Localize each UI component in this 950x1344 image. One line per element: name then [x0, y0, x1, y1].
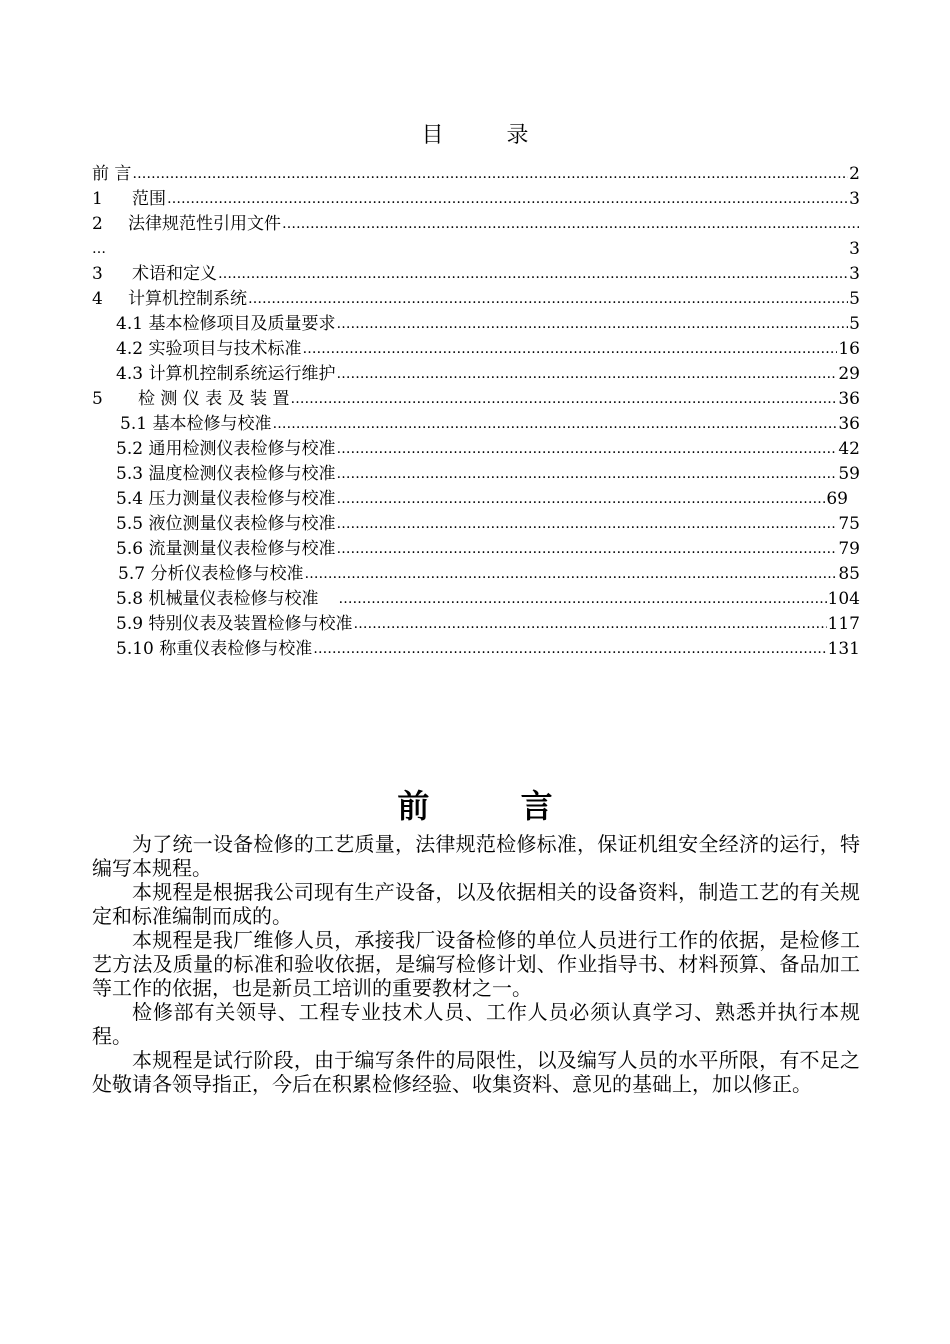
toc-entry[interactable]	[92, 362, 860, 387]
toc-entry[interactable]	[92, 437, 860, 462]
toc-entry-page: 16	[838, 339, 860, 359]
toc-leader-dots	[336, 312, 848, 337]
toc-entry-page: 75	[838, 514, 860, 534]
toc-entry[interactable]	[92, 287, 860, 312]
toc-entry-label: 5.1 基本检修与校准	[120, 414, 272, 434]
toc-entry-page: 117	[827, 614, 860, 634]
toc-entry-page: 131	[827, 639, 860, 659]
toc-entry[interactable]	[92, 312, 860, 337]
toc-entry[interactable]	[92, 612, 860, 637]
toc-entry-label: 5.6 流量测量仪表检修与校准	[116, 539, 336, 559]
toc-entry-number: 3	[92, 264, 103, 284]
toc-leader-dots	[304, 562, 837, 587]
toc-entry[interactable]	[92, 512, 860, 537]
toc-entry-label: 4.1 基本检修项目及质量要求	[116, 314, 336, 334]
toc-leader-dots	[338, 587, 826, 612]
toc-entry-page: 79	[838, 539, 860, 559]
toc-entry[interactable]	[92, 587, 860, 612]
toc-leader-dots	[336, 512, 837, 537]
toc-entry[interactable]	[92, 412, 860, 437]
toc-entry[interactable]	[92, 637, 860, 662]
toc-leader-continuation: …	[92, 241, 106, 257]
toc-entry-label: 法律规范性引用文件	[128, 214, 281, 234]
toc-entry-page: 42	[838, 439, 860, 459]
toc-leader-dots	[282, 212, 859, 237]
toc-entry-label: 5.10 称重仪表检修与校准	[116, 639, 313, 659]
toc-entry[interactable]	[92, 337, 860, 362]
toc-entry-number: 4	[92, 289, 103, 309]
preface-title: 前 言	[397, 787, 593, 825]
toc-entry-label: 5.8 机械量仪表检修与校准	[116, 589, 319, 609]
toc-entry-page: 3	[849, 239, 860, 259]
toc-entry[interactable]	[92, 462, 860, 487]
toc-entry[interactable]	[92, 262, 860, 287]
preface-paragraph: 检修部有关领导、工程专业技术人员、工作人员必须认真学习、熟悉并执行本规程。	[92, 1000, 860, 1048]
toc-leader-dots	[218, 262, 848, 287]
toc-entry[interactable]	[92, 162, 860, 187]
toc-leader-dots	[336, 537, 837, 562]
toc-leader-dots	[336, 462, 837, 487]
toc-entry-page: 69	[826, 489, 848, 509]
toc-entry[interactable]	[92, 487, 860, 512]
preface-paragraph: 本规程是我厂维修人员，承接我厂设备检修的单位人员进行工作的依据，是检修工艺方法及质量的标准和验收依据，是编写检修计划、作业指导书、材料预算、备品加工等工作的依据，也是新员工培训的重要教材之一。	[92, 928, 860, 1000]
toc-entry-label: 5.9 特别仪表及装置检修与校准	[116, 614, 353, 634]
toc-entry-label: 检 测 仪 表 及 装 置	[138, 389, 290, 409]
toc-entry-label: 4.2 实验项目与技术标准	[116, 339, 302, 359]
toc-entry-number: 5	[92, 389, 103, 409]
toc-leader-dots	[272, 412, 837, 437]
toc-title: 目 录	[421, 123, 557, 148]
toc-entry[interactable]	[92, 387, 860, 412]
toc-entry-label: 术语和定义	[132, 264, 217, 284]
toc-leader-dots	[248, 287, 848, 312]
toc-entry-label: 5.2 通用检测仪表检修与校准	[116, 439, 336, 459]
toc-entry-page: 36	[838, 389, 860, 409]
toc-entry-number: 1	[92, 189, 103, 209]
toc-entry-label: 5.5 液位测量仪表检修与校准	[116, 514, 336, 534]
toc-leader-dots	[353, 612, 826, 637]
toc-entry-page: 104	[827, 589, 860, 609]
toc-entry-number: 2	[92, 214, 103, 234]
preface-paragraph: 为了统一设备检修的工艺质量，法律规范检修标准，保证机组安全经济的运行，特编写本规程。	[92, 832, 860, 880]
toc-entry-page: 3	[849, 264, 860, 284]
toc-entry-page: 29	[838, 364, 860, 384]
table-of-contents	[92, 162, 860, 662]
toc-entry-label: 5.3 温度检测仪表检修与校准	[116, 464, 336, 484]
preface-paragraph: 本规程是试行阶段，由于编写条件的局限性，以及编写人员的水平所限，有不足之处敬请各领导指正，今后在积累检修经验、收集资料、意见的基础上，加以修正。	[92, 1048, 860, 1096]
toc-leader-dots	[336, 437, 837, 462]
toc-entry-page: 85	[838, 564, 860, 584]
toc-entry-page: 36	[838, 414, 860, 434]
toc-entry-label: 5.7 分析仪表检修与校准	[118, 564, 304, 584]
toc-leader-dots	[336, 362, 837, 387]
toc-entry-page: 3	[849, 189, 860, 209]
preface-paragraph: 本规程是根据我公司现有生产设备，以及依据相关的设备资料，制造工艺的有关规定和标准编制而成的。	[92, 880, 860, 928]
toc-entry-label: 范围	[132, 189, 166, 209]
toc-entry[interactable]	[92, 537, 860, 562]
toc-entry-label: 5.4 压力测量仪表检修与校准	[116, 489, 336, 509]
toc-leader-dots	[132, 162, 848, 187]
toc-leader-dots	[290, 387, 837, 412]
toc-entry-label: 4.3 计算机控制系统运行维护	[116, 364, 336, 384]
toc-entry-page: 5	[849, 314, 860, 334]
toc-leader-dots	[336, 487, 825, 512]
toc-entry-label: 前 言	[92, 164, 132, 184]
toc-entry-page: 2	[849, 164, 860, 184]
toc-entry-page: 5	[849, 289, 860, 309]
toc-entry[interactable]	[92, 212, 860, 262]
toc-entry[interactable]	[92, 562, 860, 587]
toc-leader-dots	[167, 187, 848, 212]
toc-entry-page: 59	[838, 464, 860, 484]
toc-entry-label: 计算机控制系统	[128, 289, 247, 309]
toc-leader-dots	[313, 637, 826, 662]
preface-body	[92, 832, 860, 1096]
toc-leader-dots	[302, 337, 837, 362]
toc-entry[interactable]	[92, 187, 860, 212]
